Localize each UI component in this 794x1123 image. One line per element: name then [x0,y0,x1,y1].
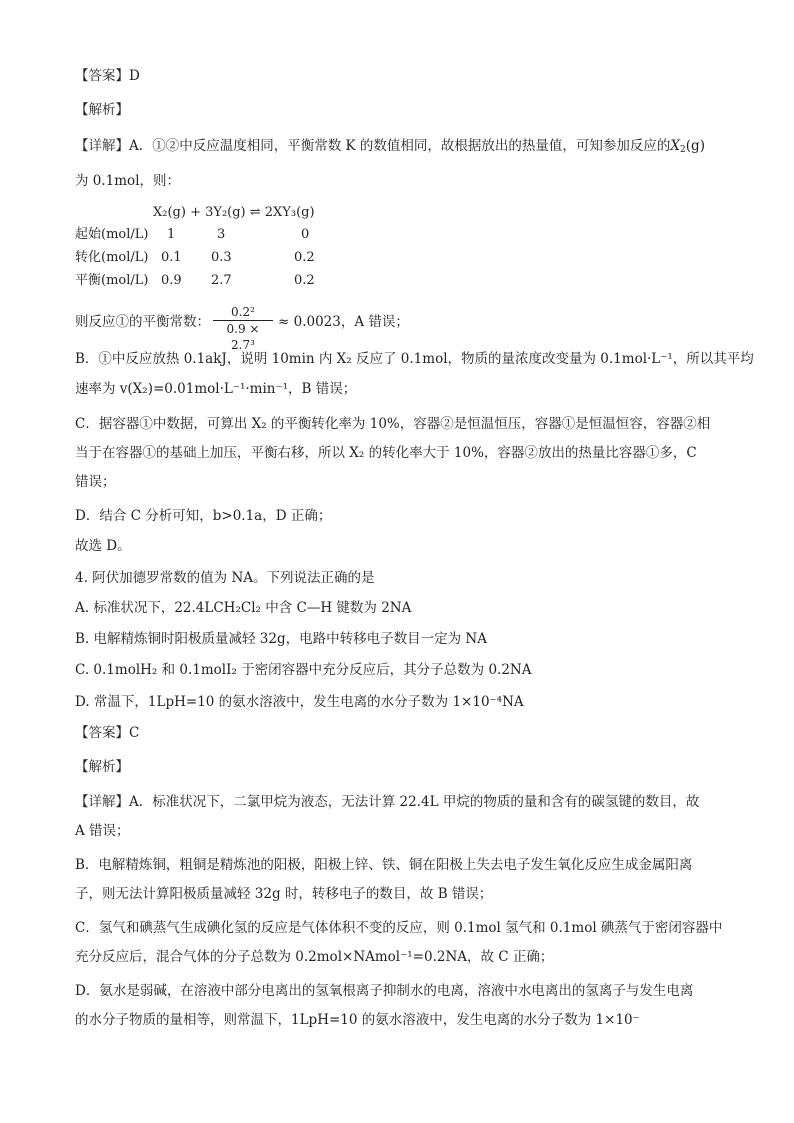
q4-option-b: B. 电解精炼铜时阳极质量减轻 32g，电路中转移电子数目一定为 NA [75,631,487,647]
q3-d-line: D．结合 C 分析可知，b>0.1a，D 正确； [75,508,332,524]
q3-conclusion: 故选 D。 [75,538,131,554]
q4-detail-a2: A 错误； [75,823,130,839]
q4-detail-c1: C．氢气和碘蒸气生成碘化氢的反应是气体体积不变的反应，则 0.1mol 氢气和 0.1mol 碘蒸气于密闭容器中 [75,920,723,936]
ice-y2-value: 2.7 [211,273,232,288]
q4-detail-b1: B．电解精炼铜，粗铜是精炼池的阳极，阳极上锌、铁、铜在阳极上失去电子发生氧化反应生成金属阳离 [75,857,693,873]
q4-answer: 【答案】C [75,725,140,741]
q4-detail-d1: D．氨水是弱碱，在溶液中部分电离出的氢氧根离子抑制水的电离，溶液中水电离出的氢离子与发生电离 [75,983,694,999]
q3-analysis-heading: 【解析】 [75,102,129,118]
q3-b-line2: 速率为 v(X₂)=0.01mol·L⁻¹·min⁻¹，B 错误； [75,381,357,397]
ice-x2-value: 0.1 [161,250,182,265]
q3-detail-a-text: 【详解】A．①②中反应温度相同，平衡常数 K 的数值相同，故根据放出的热量值，可知参加反应的 [75,138,671,154]
ice-y2-value: 0.3 [211,250,232,265]
ice-x2-value: 1 [167,227,176,242]
ice-label: 起始(mol/L) [75,227,149,242]
q3-k-prefix: 则反应①的平衡常数： [75,314,210,330]
q4-option-a: A. 标准状况下，22.4LCH₂Cl₂ 中含 C—H 键数为 2NA [75,600,412,616]
ice-label: 转化(mol/L) [75,250,149,265]
q3-detail-a-line2: 为 0.1mol，则： [75,173,181,189]
q4-detail-d2: 的水分子物质的量相等，则常温下，1LpH=10 的氨水溶液中，发生电离的水分子数为 1×10⁻ [75,1012,640,1028]
ice-label: 平衡(mol/L) [75,273,149,288]
q3-x2-sub: 2 [680,145,686,155]
q4-analysis-heading: 【解析】 [75,759,129,775]
k-numerator: 0.2² [213,304,273,321]
q4-option-d: D. 常温下，1LpH=10 的氨水溶液中，发生电离的水分子数为 1×10⁻⁴NA [75,694,524,710]
q3-x2-symbol: X [670,138,681,154]
q3-k-suffix: ≈ 0.0023，A 错误； [278,314,409,330]
k-denominator: 0.9 × 2.7³ [226,322,260,352]
q3-answer: 【答案】D [75,68,140,84]
ice-x2-value: 0.9 [161,273,182,288]
q3-c-line3: 错误； [75,474,116,490]
q4-detail-b2: 子，则无法计算阳极质量减轻 32g 时，转移电子的数目，故 B 错误； [75,886,493,902]
q3-b-line1: B．①中反应放热 0.1akJ，说明 10min 内 X₂ 反应了 0.1mol，物质的量浓度改变量为 0.1mol·L⁻¹，所以其平均 [75,351,754,367]
q4-detail-a1: 【详解】A．标准状况下，二氯甲烷为液态，无法计算 22.4L 甲烷的物质的量和含有的碳氢键的数目，故 [75,794,700,810]
ice-xy3-value: 0.2 [294,273,315,288]
q4-stem: 4. 阿伏加德罗常数的值为 NA。下列说法正确的是 [75,570,375,586]
ice-equation: X₂(g) + 3Y₂(g) ⇌ 2XY₃(g) [153,205,315,220]
ice-y2-value: 3 [217,227,226,242]
ice-xy3-value: 0.2 [294,250,315,265]
q4-detail-c2: 充分反应后，混合气体的分子总数为 0.2mol×NAmol⁻¹=0.2NA，故 C 正确； [75,949,554,965]
q3-detail-a-line1 [75,137,705,155]
k-fraction [213,304,273,352]
q3-c-line1: C．据容器①中数据，可算出 X₂ 的平衡转化率为 10%，容器②是恒温恒压，容器①是恒温恒容，容器②相 [75,416,711,432]
q3-x2-state: (g) [685,138,705,154]
q4-option-c: C. 0.1molH₂ 和 0.1molI₂ 于密闭容器中充分反应后，其分子总数为 0.2NA [75,662,532,678]
ice-xy3-value: 0 [301,227,310,242]
q3-c-line2: 当于在容器①的基础上加压，平衡右移，所以 X₂ 的转化率大于 10%，容器②放出的热量比容器①多，C [75,445,697,461]
